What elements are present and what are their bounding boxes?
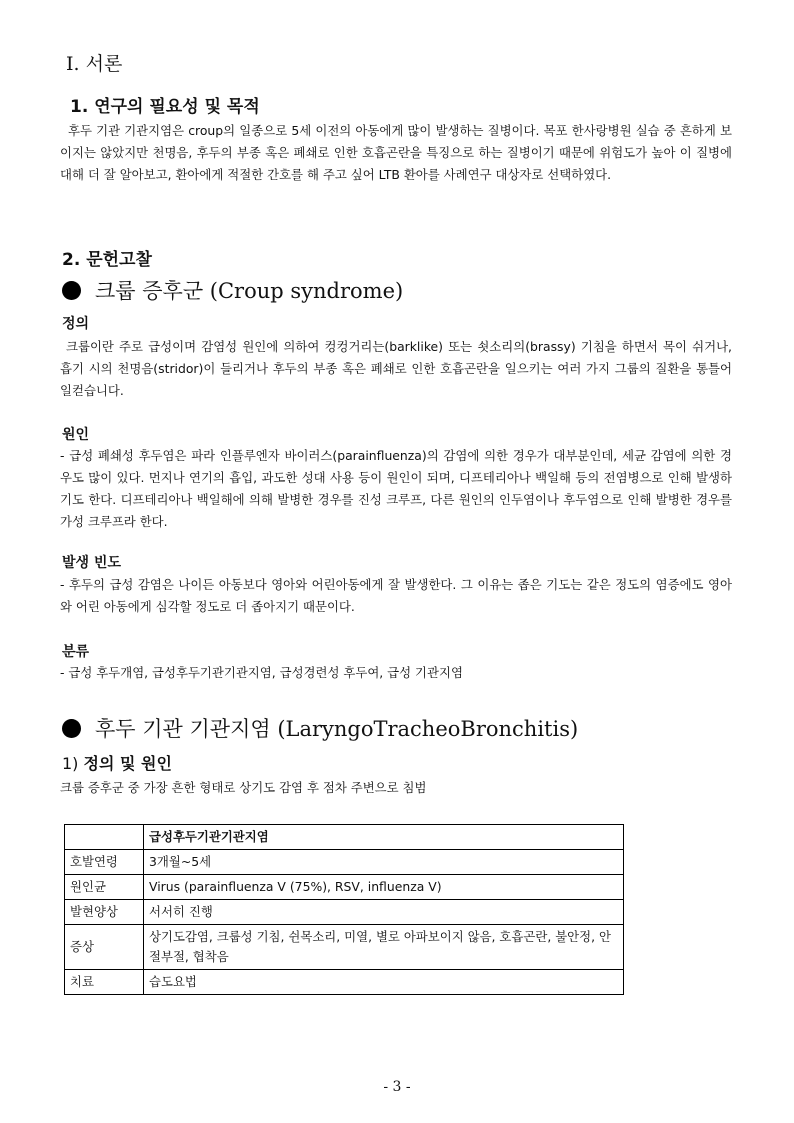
- bullet-icon: [62, 719, 81, 738]
- table-header: 급성후두기관기관지염: [144, 825, 624, 850]
- definition-paragraph: 크룹이란 주로 급성이며 감염성 원인에 의하여 컹컹거리는(barklike) 또는 쇳소리의(brassy) 기침을 하면서 목이 쉬거나, 흡기 시의 천명음(stridor)이 들리거나 후두의 부종 혹은 폐쇄로 인한 호흡곤란을 일으키는 여러 가지 그룹의 질환을 통틀어 일컫습니다.: [60, 339, 732, 398]
- classification-label: 분류: [62, 644, 90, 660]
- table-row: [65, 970, 624, 995]
- page-number: - 3 -: [383, 1079, 411, 1095]
- table-header-row: [65, 825, 624, 850]
- table-row-value: 서서히 진행: [144, 900, 624, 925]
- croup-title-text: 크룹 증후군 (Croup syndrome): [95, 279, 404, 303]
- table-row: [65, 875, 624, 900]
- definition-label: 정의: [62, 316, 90, 332]
- table-row-label: 증상: [65, 925, 144, 970]
- table-row-label: 호발연령: [65, 850, 144, 875]
- ltb-subheading-text: 정의 및 원인: [83, 754, 172, 773]
- chapter-title: Ⅰ. 서론: [66, 53, 123, 75]
- table-row: [65, 925, 624, 970]
- frequency-label: 발생 빈도: [62, 555, 121, 571]
- table-header-empty: [65, 825, 144, 850]
- table-row-label: 치료: [65, 970, 144, 995]
- table-row: [65, 900, 624, 925]
- table-row-value: 3개월~5세: [144, 850, 624, 875]
- classification-paragraph: - 급성 후두개염, 급성후두기관기관지염, 급성경련성 후두여, 급성 기관지염: [60, 665, 463, 680]
- ltb-table: [64, 824, 624, 995]
- cause-paragraph: - 급성 폐쇄성 후두염은 파라 인플루엔자 바이러스(parainfluenza)의 감염에 의한 경우가 대부분인데, 세균 감염에 의한 경우도 많이 있다. 먼지나 연기의 흡입, 과도한 성대 사용 등이 원인이 되며, 디프테리아나 백일해 등의 전염병으로 인해 발생하기도 한다. 디프테리아나 백일해에 의해 발병한 경우를 진성 크루프, 다른 원인의 인두염이나 후두염으로 인해 발병한 경우를 가성 크루프라 한다.: [60, 448, 732, 529]
- ltb-title: [62, 713, 578, 743]
- ltb-title-text: 후두 기관 기관지염 (LaryngoTracheoBronchitis): [95, 717, 579, 741]
- cause-label: 원인: [62, 427, 90, 443]
- ltb-subheading: [62, 751, 172, 774]
- section-heading-literature: 2. 문헌고찰: [62, 250, 152, 270]
- croup-title: [62, 275, 403, 305]
- necessity-paragraph: 후두 기관 기관지염은 croup의 일종으로 5세 이전의 아동에게 많이 발생하는 질병이다. 목포 한사랑병원 실습 중 흔하게 보이지는 않았지만 천명음, 후두의 부종 혹은 폐쇄로 인한 호흡곤란을 특징으로 하는 질병이기 때문에 위험도가 높아 이 질병에 대해 더 잘 알아보고, 환아에게 적절한 간호를 해 주고 싶어 LTB 환아를 사례연구 대상자로 선택하였다.: [60, 123, 732, 182]
- table-row-value: Virus (parainfluenza Ⅴ (75%), RSV, influenza Ⅴ): [144, 875, 624, 900]
- bullet-icon: [62, 281, 81, 300]
- table-row-label: 원인균: [65, 875, 144, 900]
- section-heading-necessity: 1. 연구의 필요성 및 목적: [70, 97, 260, 117]
- ltb-paragraph: 크룹 증후군 중 가장 흔한 형태로 상기도 감염 후 점차 주변으로 침범: [60, 780, 427, 795]
- table-row: [65, 850, 624, 875]
- frequency-paragraph: - 후두의 급성 감염은 나이든 아동보다 영아와 어린아동에게 잘 발생한다. 그 이유는 좁은 기도는 같은 정도의 염증에도 영아와 어린 아동에게 심각할 정도로 더 좁아지기 때문이다.: [60, 577, 732, 614]
- table-row-label: 발현양상: [65, 900, 144, 925]
- ltb-subheading-number: 1): [62, 754, 79, 773]
- table-row-value: 습도요법: [144, 970, 624, 995]
- table-row-value: 상기도감염, 크룹성 기침, 쉰목소리, 미열, 별로 아파보이지 않음, 호흡곤란, 불안정, 안절부절, 협착음: [144, 925, 624, 970]
